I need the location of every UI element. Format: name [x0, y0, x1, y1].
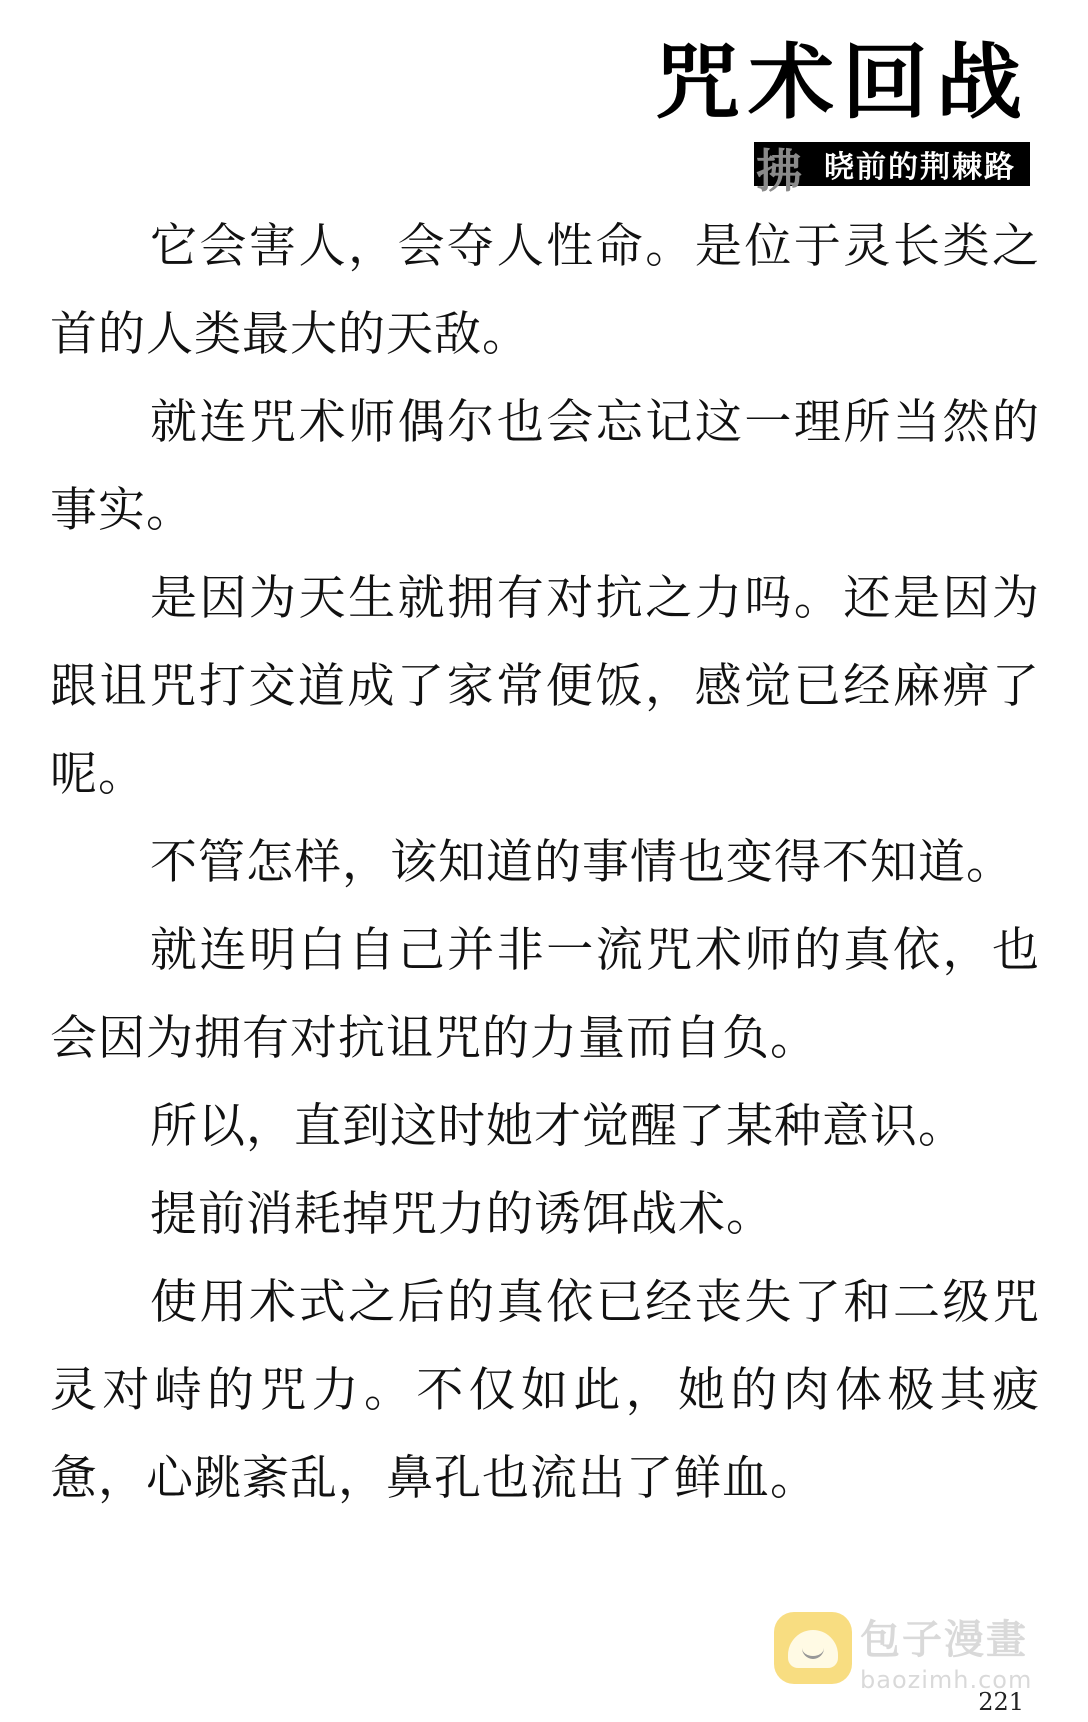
paragraph: 它会害人，会夺人性命。是位于灵长类之首的人类最大的天敌。 — [50, 219, 1040, 362]
watermark-name: 包子漫畫 — [860, 1617, 1028, 1663]
paragraph: 所以，直到这时她才觉醒了某种意识。 — [150, 1099, 966, 1154]
paragraph: 提前消耗掉咒力的诱饵战术。 — [150, 1187, 774, 1242]
paragraph: 是因为天生就拥有对抗之力吗。还是因为跟诅咒打交道成了家常便饭，感觉已经麻痹了呢。 — [50, 571, 1040, 802]
page-number: 221 — [978, 1688, 1024, 1716]
body-text — [50, 203, 1040, 1523]
watermark-url: baozimh.com — [860, 1666, 1033, 1694]
series-title-logo: 咒术回战 — [654, 34, 1030, 131]
paragraph: 不管怎样，该知道的事情也变得不知道。 — [150, 835, 1014, 890]
page-header — [590, 34, 1030, 198]
bun-logo-icon — [774, 1612, 852, 1684]
paragraph: 就连咒术师偶尔也会忘记这一理所当然的事实。 — [50, 395, 1040, 538]
subtitle-bar — [754, 142, 1030, 198]
watermark — [774, 1604, 1074, 1704]
subtitle-stamp: 拂 — [756, 144, 802, 198]
paragraph: 就连明白自己并非一流咒术师的真依，也会因为拥有对抗诅咒的力量而自负。 — [50, 923, 1040, 1066]
paragraph: 使用术式之后的真依已经丧失了和二级咒灵对峙的咒力。不仅如此，她的肉体极其疲惫，心跳紊乱，鼻孔也流出了鲜血。 — [50, 1275, 1040, 1506]
subtitle-text: 晓前的荆棘路 — [824, 150, 1016, 185]
